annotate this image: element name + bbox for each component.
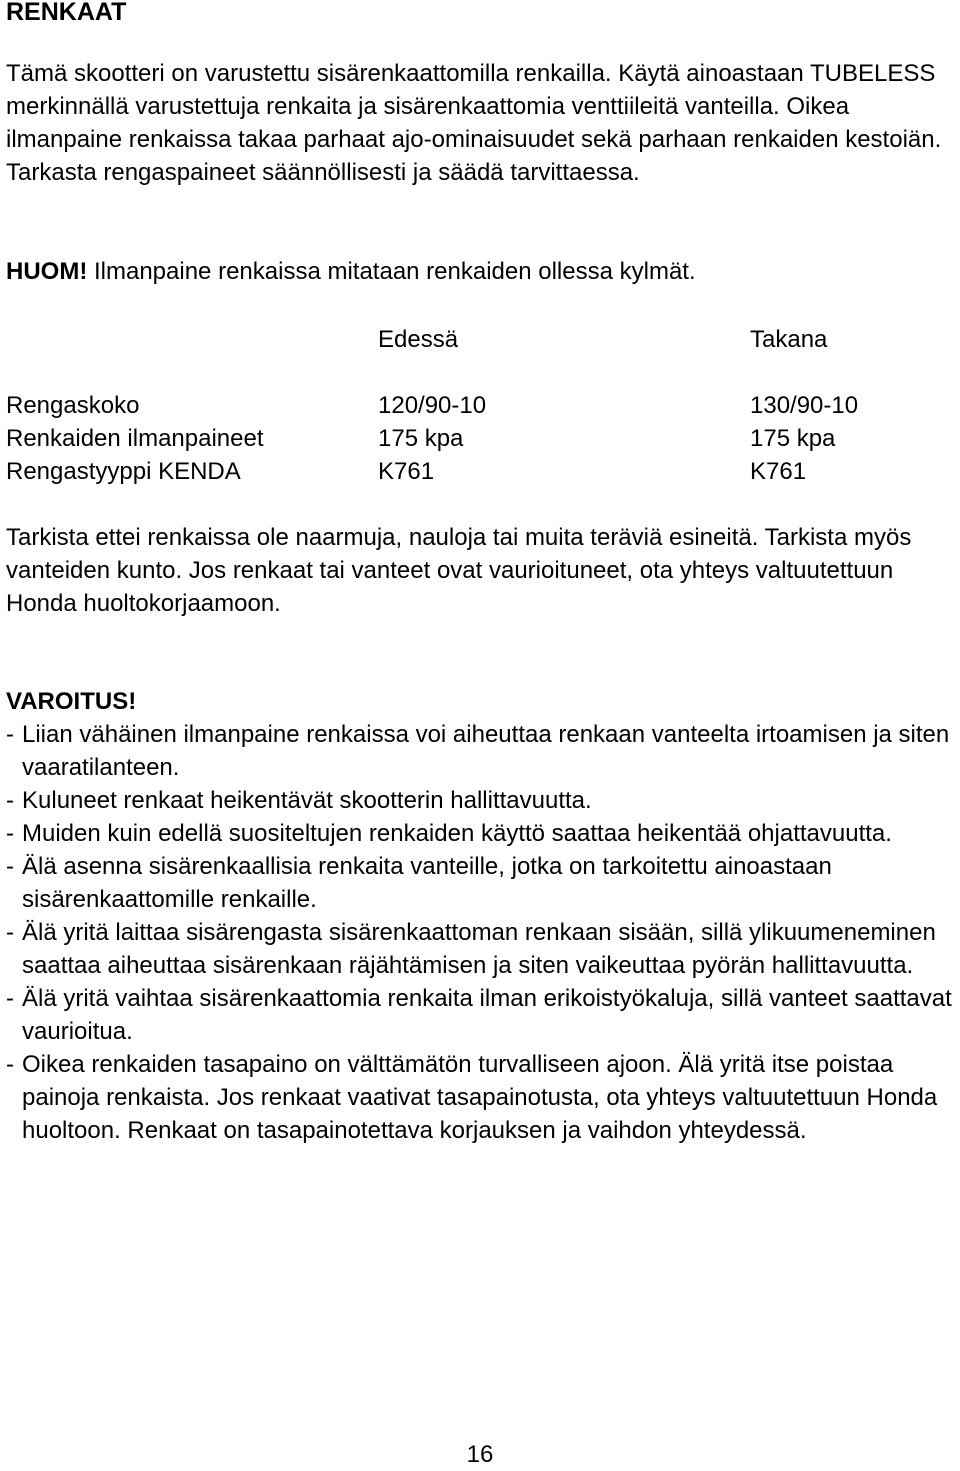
warning-item: [6, 850, 956, 916]
warning-item: [6, 784, 956, 817]
warning-item: [6, 1048, 956, 1147]
front-tire-type: K761: [378, 458, 435, 485]
bullet-dash: -: [6, 721, 14, 748]
warning-item-text: Kuluneet renkaat heikentävät skootterin hallittavuutta.: [22, 787, 592, 814]
column-header-front: Edessä: [378, 326, 459, 353]
page-title: RENKAAT: [6, 0, 127, 26]
warning-item: [6, 916, 956, 982]
warning-item-text: Älä yritä laittaa sisärengasta sisärenkaattoman renkaan sisään, sillä ylikuumeneminen saattaa aiheuttaa sisärenkaan räjähtämisen ja siten vaikeuttaa pyörän hallittavuutta.: [22, 919, 936, 979]
warning-item-text: Älä yritä vaihtaa sisärenkaattomia renkaita ilman erikoistyökaluja, sillä vanteet saattavat vaurioitua.: [22, 985, 952, 1045]
rear-tire-size: 130/90-10: [750, 392, 859, 419]
note-label: HUOM!: [6, 258, 88, 285]
rear-tire-type: K761: [750, 458, 807, 485]
warning-item: [6, 982, 956, 1048]
row-label-tire-type: Rengastyyppi KENDA: [6, 458, 241, 485]
warning-item-text: Liian vähäinen ilmanpaine renkaissa voi aiheuttaa renkaan vanteelta irtoamisen ja siten vaaratilanteen.: [22, 721, 950, 781]
rear-tire-pressure: 175 kpa: [750, 425, 836, 452]
front-tire-pressure: 175 kpa: [378, 425, 464, 452]
warning-title: VAROITUS!: [6, 688, 137, 715]
note-line: [6, 255, 696, 288]
warning-item-text: Älä asenna sisärenkaallisia renkaita vanteille, jotka on tarkoitettu ainoastaan sisärenkaattomille renkaille.: [22, 853, 832, 913]
bullet-dash: -: [6, 853, 14, 880]
row-label-tire-size: Rengaskoko: [6, 392, 140, 419]
row-label-tire-pressure: Renkaiden ilmanpaineet: [6, 425, 264, 452]
front-tire-size: 120/90-10: [378, 392, 487, 419]
warning-item: [6, 817, 956, 850]
bullet-dash: -: [6, 919, 14, 946]
bullet-dash: -: [6, 1051, 14, 1078]
warning-item: [6, 718, 956, 784]
column-header-rear: Takana: [750, 326, 828, 353]
warning-item-text: Muiden kuin edellä suositeltujen renkaiden käyttö saattaa heikentää ohjattavuutta.: [22, 820, 892, 847]
warning-list: [6, 718, 956, 1147]
page-number: 16: [466, 1441, 494, 1468]
intro-paragraph: Tämä skootteri on varustettu sisärenkaattomilla renkailla. Käytä ainoastaan TUBELESS merkinnällä varustettuja renkaita ja sisärenkaattomia venttiileitä vanteilla. Oikea ilmanpaine renkaissa takaa parhaat ajo-ominaisuudet sekä parhaan renkaiden kestoiän. Tarkasta rengaspaineet säännöllisesti ja säädä tarvittaessa.: [6, 60, 942, 186]
bullet-dash: -: [6, 985, 14, 1012]
bullet-dash: -: [6, 820, 14, 847]
warning-item-text: Oikea renkaiden tasapaino on välttämätön turvalliseen ajoon. Älä yritä itse poistaa painoja renkaista. Jos renkaat vaativat tasapainotusta, ota yhteys valtuutettuun Honda huoltoon. Renkaat on tasapainotettava korjauksen ja vaihdon yhteydessä.: [22, 1051, 938, 1144]
bullet-dash: -: [6, 787, 14, 814]
note-text: Ilmanpaine renkaissa mitataan renkaiden ollessa kylmät.: [87, 258, 696, 285]
inspection-paragraph: Tarkista ettei renkaissa ole naarmuja, nauloja tai muita teräviä esineitä. Tarkista myös vanteiden kunto. Jos renkaat tai vanteet ovat vaurioituneet, ota yhteys valtuutettuun Honda huoltokorjaamoon.: [6, 524, 912, 617]
